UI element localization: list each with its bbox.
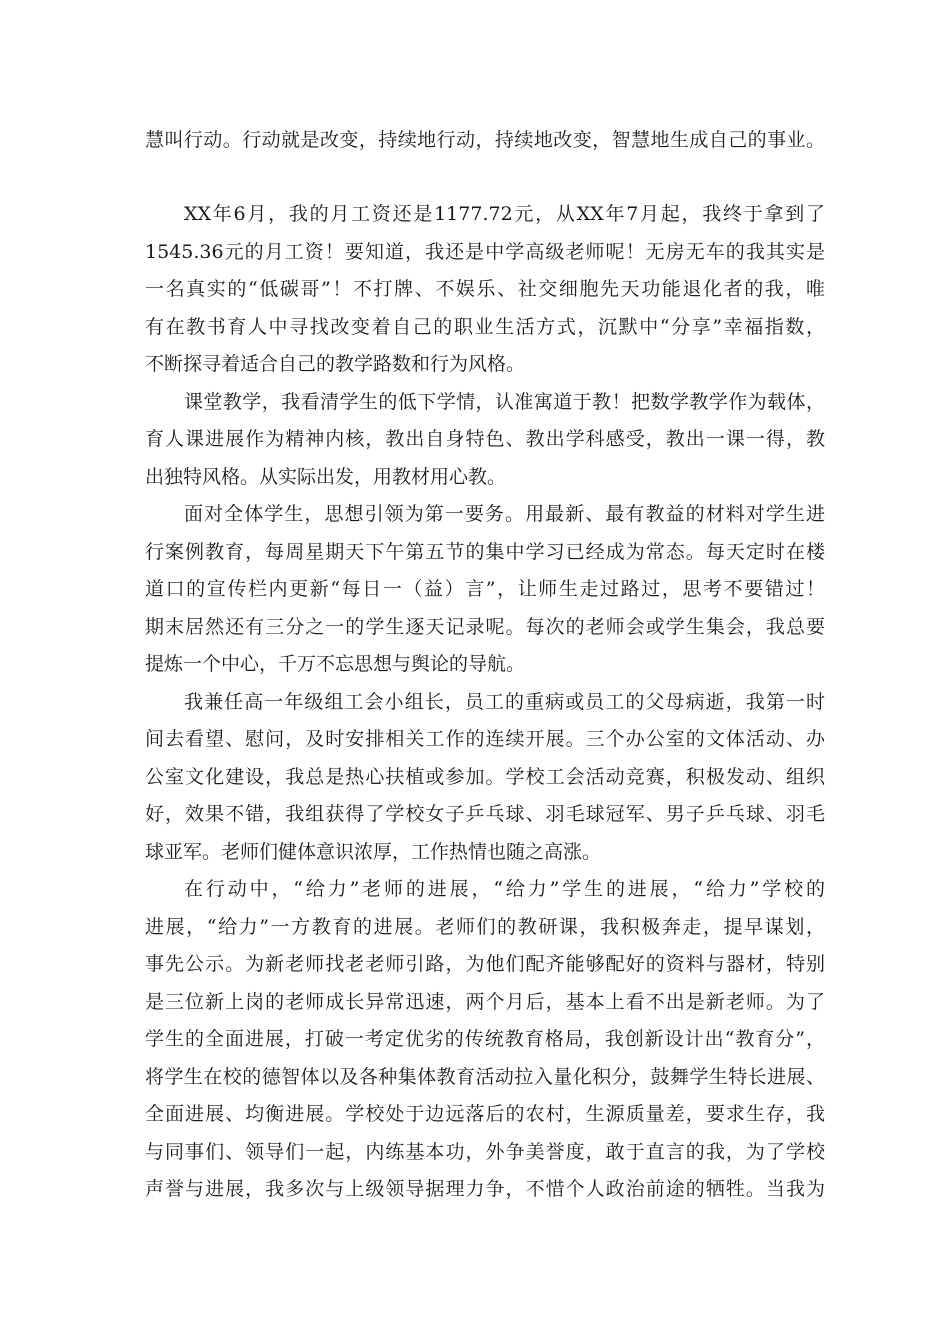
text-line: 事先公示。为新老师找老老师引路，为他们配齐能够配好的资料与器材，特别 xyxy=(145,953,825,975)
text-line: 与同事们、领导们一起，内练基本功，外争美誉度，敢于直言的我，为了学校 xyxy=(145,1141,825,1163)
text-line: 提炼一个中心，千万不忘思想与舆论的导航。 xyxy=(145,653,526,675)
text-line: XX年6月，我的月工资还是1177.72元，从XX年7月起，我终于拿到了 xyxy=(184,203,825,225)
text-line: 育人课进展作为精神内核，教出自身特色、教出学科感受，教出一课一得，教 xyxy=(145,428,825,450)
text-line: 声誉与进展，我多次与上级领导据理力争，不惜个人政治前途的牺牲。当我为 xyxy=(145,1178,825,1200)
text-line: 间去看望、慰问，及时安排相关工作的连续开展。三个办公室的文体活动、办 xyxy=(145,728,825,750)
text-line: 全面进展、均衡进展。学校处于边远落后的农村，生源质量差，要求生存，我 xyxy=(145,1103,825,1125)
text-line: 公室文化建设，我总是热心扶植或参加。学校工会活动竞赛，积极发动、组织 xyxy=(145,766,825,788)
text-line: 将学生在校的德智体以及各种集体教育活动拉入量化积分，鼓舞学生特长进展、 xyxy=(145,1066,825,1088)
text-line: 道口的宣传栏内更新“每日一（益）言”，让师生走过路过，思考不要错过！ xyxy=(145,578,825,600)
text-line: 行案例教育，每周星期天下午第五节的集中学习已经成为常态。每天定时在楼 xyxy=(145,541,825,563)
text-line: 课堂教学，我看清学生的低下学情，认准寓道于教！把数学教学作为载体， xyxy=(184,391,825,413)
text-line: 在行动中，“给力”老师的进展，“给力”学生的进展，“给力”学校的 xyxy=(184,878,825,900)
text-line: 我兼任高一年级组工会小组长，员工的重病或员工的父母病逝，我第一时 xyxy=(184,691,825,713)
text-line: 出独特风格。从实际出发，用教材用心教。 xyxy=(145,466,507,488)
text-line: 1545.36元的月工资！要知道，我还是中学高级老师呢！无房无车的我其实是 xyxy=(145,241,825,263)
text-line: 不断探寻着适合自己的教学路数和行为风格。 xyxy=(145,353,526,375)
text-line: 慧叫行动。行动就是改变，持续地行动，持续地改变，智慧地生成自己的事业。 xyxy=(145,129,825,151)
text-line: 是三位新上岗的老师成长异常迅速，两个月后，基本上看不出是新老师。为了 xyxy=(145,991,825,1013)
text-line: 球亚军。老师们健体意识浓厚，工作热情也随之高涨。 xyxy=(145,841,602,863)
text-line: 好，效果不错，我组获得了学校女子乒乓球、羽毛球冠军、男子乒乓球、羽毛 xyxy=(145,803,825,825)
text-line: 一名真实的“低碳哥”！不打牌、不娱乐、社交细胞先天功能退化者的我，唯 xyxy=(145,278,825,300)
text-line: 有在教书育人中寻找改变着自己的职业生活方式，沉默中“分享”幸福指数， xyxy=(145,316,825,338)
text-line: 学生的全面进展，打破一考定优劣的传统教育格局，我创新设计出“教育分”， xyxy=(145,1028,825,1050)
text-line: 面对全体学生，思想引领为第一要务。用最新、最有教益的材料对学生进 xyxy=(184,503,825,525)
text-line: 期末居然还有三分之一的学生逐天记录呢。每次的老师会或学生集会，我总要 xyxy=(145,616,825,638)
text-line: 进展，“给力”一方教育的进展。老师们的教研课，我积极奔走，提早谋划， xyxy=(145,916,825,938)
